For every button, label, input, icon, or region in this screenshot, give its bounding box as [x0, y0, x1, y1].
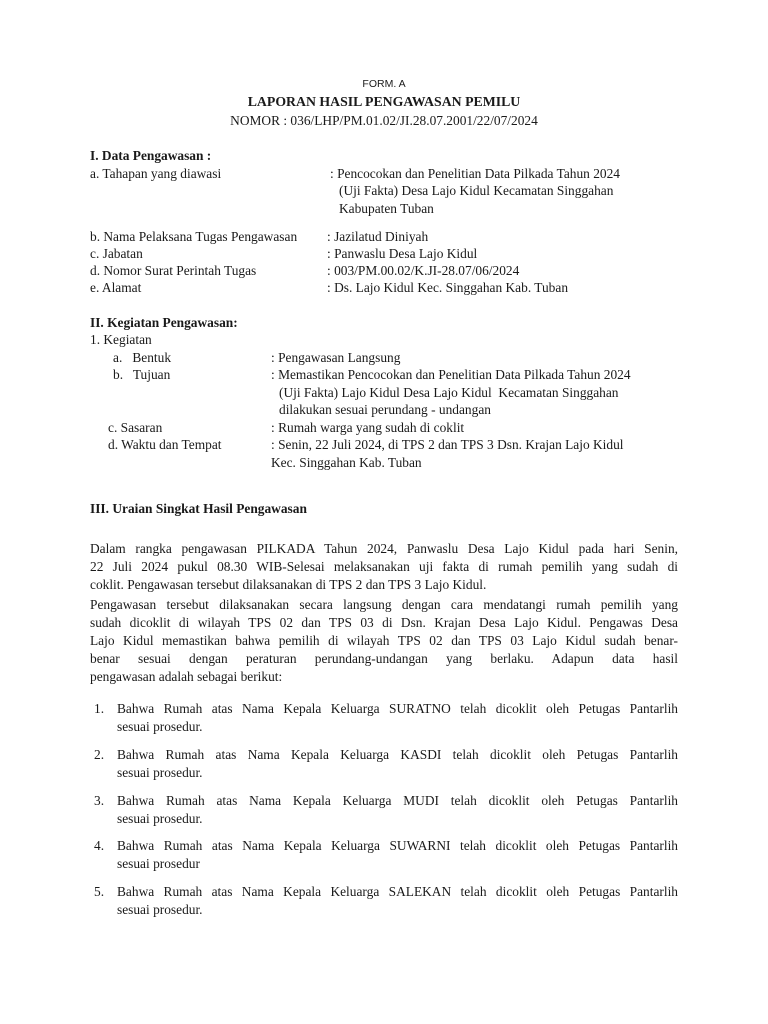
list-text	[117, 883, 678, 919]
list-line: sesuai prosedur.	[117, 765, 203, 780]
paragraph-line: coklit. Pengawasan tersebut dilaksanakan di TPS 2 dan TPS 3 Lajo Kidul.	[90, 577, 487, 592]
form-label: FORM. A	[362, 78, 406, 90]
report-title: LAPORAN HASIL PENGAWASAN PEMILU	[247, 94, 521, 109]
paragraph-line: pengawasan adalah sebagai berikut:	[90, 669, 283, 684]
tujuan-value-line: : Memastikan Pencocokan dan Penelitian Data Pilkada Tahun 2024	[271, 367, 631, 382]
sasaran-label: c. Sasaran	[108, 420, 163, 435]
bentuk-value: : Pengawasan Langsung	[271, 350, 401, 365]
list-text	[117, 700, 678, 736]
tujuan-value-line: dilakukan sesuai perundang - undangan	[279, 402, 491, 417]
alamat-value: : Ds. Lajo Kidul Kec. Singgahan Kab. Tuban	[327, 280, 569, 295]
tujuan-label: b. Tujuan	[113, 367, 171, 382]
paragraph-line: 22 Juli 2024 pukul 08.30 WIB-Selesai melaksanakan uji fakta di rumah pemilih yang sudah di	[90, 559, 678, 574]
list-text	[117, 792, 678, 828]
list-line: Bahwa Rumah atas Nama Kepala Keluarga MUDI telah dicoklit oleh Petugas Pantarlih	[117, 793, 678, 808]
nomor-surat-value: : 003/PM.00.02/K.JI-28.07/06/2024	[327, 263, 520, 278]
bentuk-label: a. Bentuk	[113, 350, 172, 365]
paragraph-2	[90, 596, 678, 686]
list-text	[117, 746, 678, 782]
list-number: 2.	[94, 747, 105, 762]
list-line: Bahwa Rumah atas Nama Kepala Keluarga SURATNO telah dicoklit oleh Petugas Pantarlih	[117, 701, 678, 716]
paragraph-line: Pengawasan tersebut dilaksanakan secara langsung dengan cara mendatangi rumah pemilih yang	[90, 597, 678, 612]
waktu-label: d. Waktu dan Tempat	[108, 437, 222, 452]
tahapan-value-line: (Uji Fakta) Desa Lajo Kidul Kecamatan Singgahan	[339, 183, 614, 198]
list-number: 3.	[94, 793, 105, 808]
nomor-surat-label: d. Nomor Surat Perintah Tugas	[90, 263, 257, 278]
section-heading: III. Uraian Singkat Hasil Pengawasan	[90, 501, 307, 516]
list-line: Bahwa Rumah atas Nama Kepala Keluarga KASDI telah dicoklit oleh Petugas Pantarlih	[117, 747, 678, 762]
sasaran-value: : Rumah warga yang sudah di coklit	[271, 420, 465, 435]
section-heading: II. Kegiatan Pengawasan:	[90, 315, 238, 330]
jabatan-label: c. Jabatan	[90, 246, 143, 261]
list-number: 1.	[94, 701, 105, 716]
waktu-value-line: : Senin, 22 Juli 2024, di TPS 2 dan TPS 3 Dsn. Krajan Lajo Kidul	[271, 437, 624, 452]
list-line: Bahwa Rumah atas Nama Kepala Keluarga SUWARNI telah dicoklit oleh Petugas Pantarlih	[117, 838, 678, 853]
list-line: sesuai prosedur.	[117, 811, 203, 826]
list-line: Bahwa Rumah atas Nama Kepala Keluarga SALEKAN telah dicoklit oleh Petugas Pantarlih	[117, 884, 678, 899]
nama-value: : Jazilatud Diniyah	[327, 229, 429, 244]
paragraph-line: benar sesuai dengan peraturan perundang-undangan yang berlaku. Adapun data hasil	[90, 651, 678, 666]
tahapan-value-line: : Pencocokan dan Penelitian Data Pilkada Tahun 2024	[330, 166, 620, 181]
tahapan-label: a. Tahapan yang diawasi	[90, 166, 222, 181]
list-line: sesuai prosedur	[117, 856, 200, 871]
jabatan-value: : Panwaslu Desa Lajo Kidul	[327, 246, 478, 261]
report-number: NOMOR : 036/LHP/PM.01.02/JI.28.07.2001/22/07/2024	[230, 113, 538, 128]
waktu-value-line: Kec. Singgahan Kab. Tuban	[271, 455, 422, 470]
list-text	[117, 837, 678, 873]
kegiatan-sub: 1. Kegiatan	[90, 332, 152, 347]
list-number: 5.	[94, 884, 105, 899]
paragraph-1	[90, 540, 678, 594]
paragraph-line: Dalam rangka pengawasan PILKADA Tahun 2024, Panwaslu Desa Lajo Kidul pada hari Senin,	[90, 541, 678, 556]
section-heading: I. Data Pengawasan :	[90, 148, 212, 163]
nama-label: b. Nama Pelaksana Tugas Pengawasan	[90, 229, 298, 244]
list-line: sesuai prosedur.	[117, 902, 203, 917]
paragraph-line: Lajo Kidul memastikan bahwa pemilih di wilayah TPS 02 dan TPS 03 Lajo Kidul sudah benar-	[90, 633, 678, 648]
list-number: 4.	[94, 838, 105, 853]
tujuan-value-line: (Uji Fakta) Lajo Kidul Desa Lajo Kidul Kecamatan Singgahan	[279, 385, 619, 400]
list-line: sesuai prosedur.	[117, 719, 203, 734]
tahapan-value-line: Kabupaten Tuban	[339, 201, 434, 216]
alamat-label: e. Alamat	[90, 280, 142, 295]
paragraph-line: sudah dicoklit di wilayah TPS 02 dan TPS 03 di Dsn. Krajan Desa Lajo Kidul. Pengawas Desa	[90, 615, 678, 630]
